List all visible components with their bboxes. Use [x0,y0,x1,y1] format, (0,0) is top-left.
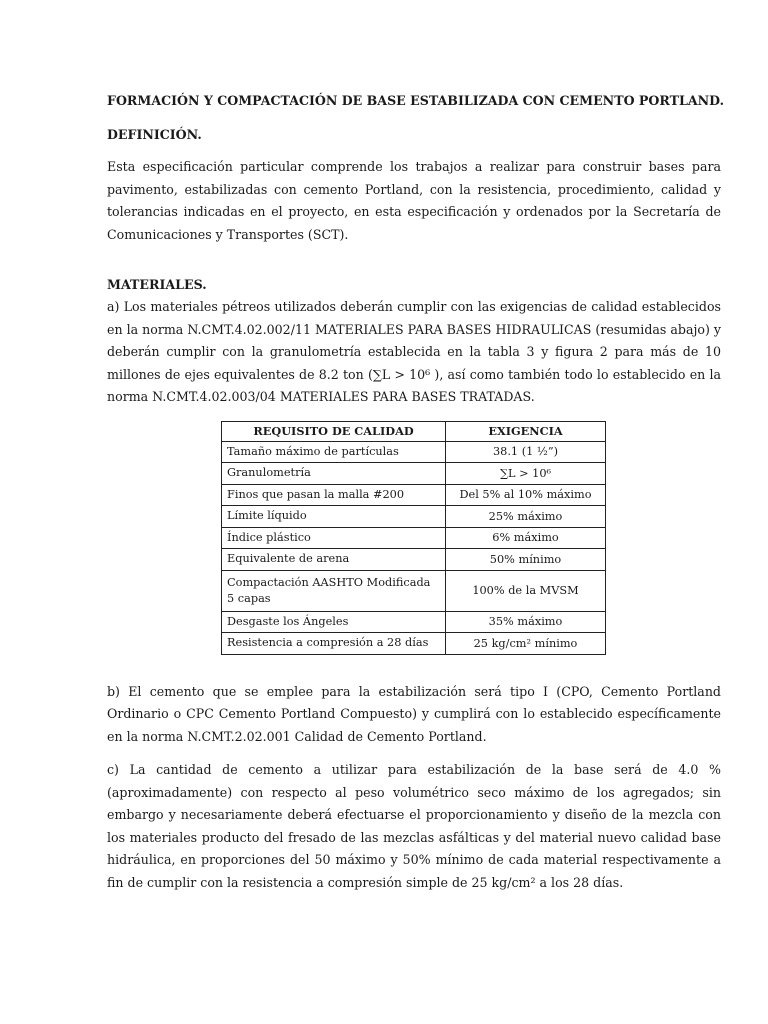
header-requirement: REQUISITO DE CALIDAD [222,421,446,441]
definition-text: Esta especificación particular comprende los trabajos a realizar para construir bases para pavimento, estabilizadas con cemento Portland, con la resistencia, procedimiento, calidad y tolerancias indicadas en el proyecto, en esta especificación y ordenados por la Secretaría de Comunicaciones y Transportes (SCT). [107,159,721,242]
requirement-cell: Desgaste los Ángeles [222,611,446,633]
table-header-row [222,421,606,441]
document-title: FORMACIÓN Y COMPACTACIÓN DE BASE ESTABILIZADA CON CEMENTO PORTLAND. [107,93,724,108]
demand-cell: 50% mínimo [446,549,606,571]
table-row [222,611,606,633]
demand-cell: 100% de la MVSM [446,570,606,611]
table-row [222,463,606,485]
demand-cell: 6% máximo [446,527,606,549]
requirement-cell: Límite líquido [222,506,446,528]
table-row [222,441,606,463]
quality-requirements-table [221,421,606,655]
definition-heading: DEFINICIÓN. [107,127,202,142]
demand-cell: 35% máximo [446,611,606,633]
demand-cell: Del 5% al 10% máximo [446,484,606,506]
table-row [222,633,606,655]
requirement-cell: Tamaño máximo de partículas [222,441,446,463]
demand-cell: ∑L > 10⁶ [446,463,606,485]
table-row [222,570,606,611]
requirement-cell: Resistencia a compresión a 28 días [222,633,446,655]
requirement-cell: Equivalente de arena [222,549,446,571]
definition-paragraph [107,156,721,246]
paragraph-b-text: b) El cemento que se emplee para la estabilización será tipo I (CPO, Cemento Portland Ordinario o CPC Cemento Portland Compuesto) y cumplirá con lo establecido específicamente en la norma N.CMT.2.02.001 Calidad de Cemento Portland. [107,683,721,744]
requirement-cell: Finos que pasan la malla #200 [222,484,446,506]
materials-paragraph-a [107,296,721,409]
requirement-cell: Granulometría [222,463,446,485]
demand-cell: 25% máximo [446,506,606,528]
demand-cell: 25 kg/cm² mínimo [446,633,606,655]
table-row [222,527,606,549]
paragraph-c-text: c) La cantidad de cemento a utilizar para estabilización de la base será de 4.0 % (aproximadamente) con respecto al peso volumétrico seco máximo de los agregados; sin embargo y necesariamente deberá efectuarse el proporcionamiento y diseño de la mezcla con los materiales producto del fresado de las mezclas asfálticas y del material nuevo calidad base hidráulica, en proporciones del 50 máximo y 50% mínimo de cada material respectivamente a fin de cumplir con la resistencia a compresión simple de 25 kg/cm² a los 28 días. [107,762,721,890]
document-page [107,92,724,894]
table-row [222,549,606,571]
demand-cell: 38.1 (1 ½”) [446,441,606,463]
paragraph-a-text: a) Los materiales pétreos utilizados deberán cumplir con las exigencias de calidad establecidos en la norma N.CMT.4.02.002/11 MATERIALES PARA BASES HIDRAULICAS (resumidas abajo) y deberán cumplir con la granulometría establecida en la tabla 3 y figura 2 para más de 10 millones de ejes equivalentes de 8.2 ton (∑L > 10⁶ ), así como también todo lo establecido en la norma N.CMT.4.02.003/04 MATERIALES PARA BASES TRATADAS. [107,299,721,404]
table-row [222,484,606,506]
materials-paragraph-c [107,759,721,894]
materials-heading: MATERIALES. [107,277,207,292]
header-demand: EXIGENCIA [446,421,606,441]
materials-paragraph-b [107,681,721,749]
requirement-cell: Índice plástico [222,527,446,549]
table-row [222,506,606,528]
requirement-cell: Compactación AASHTO Modificada 5 capas [222,570,446,611]
